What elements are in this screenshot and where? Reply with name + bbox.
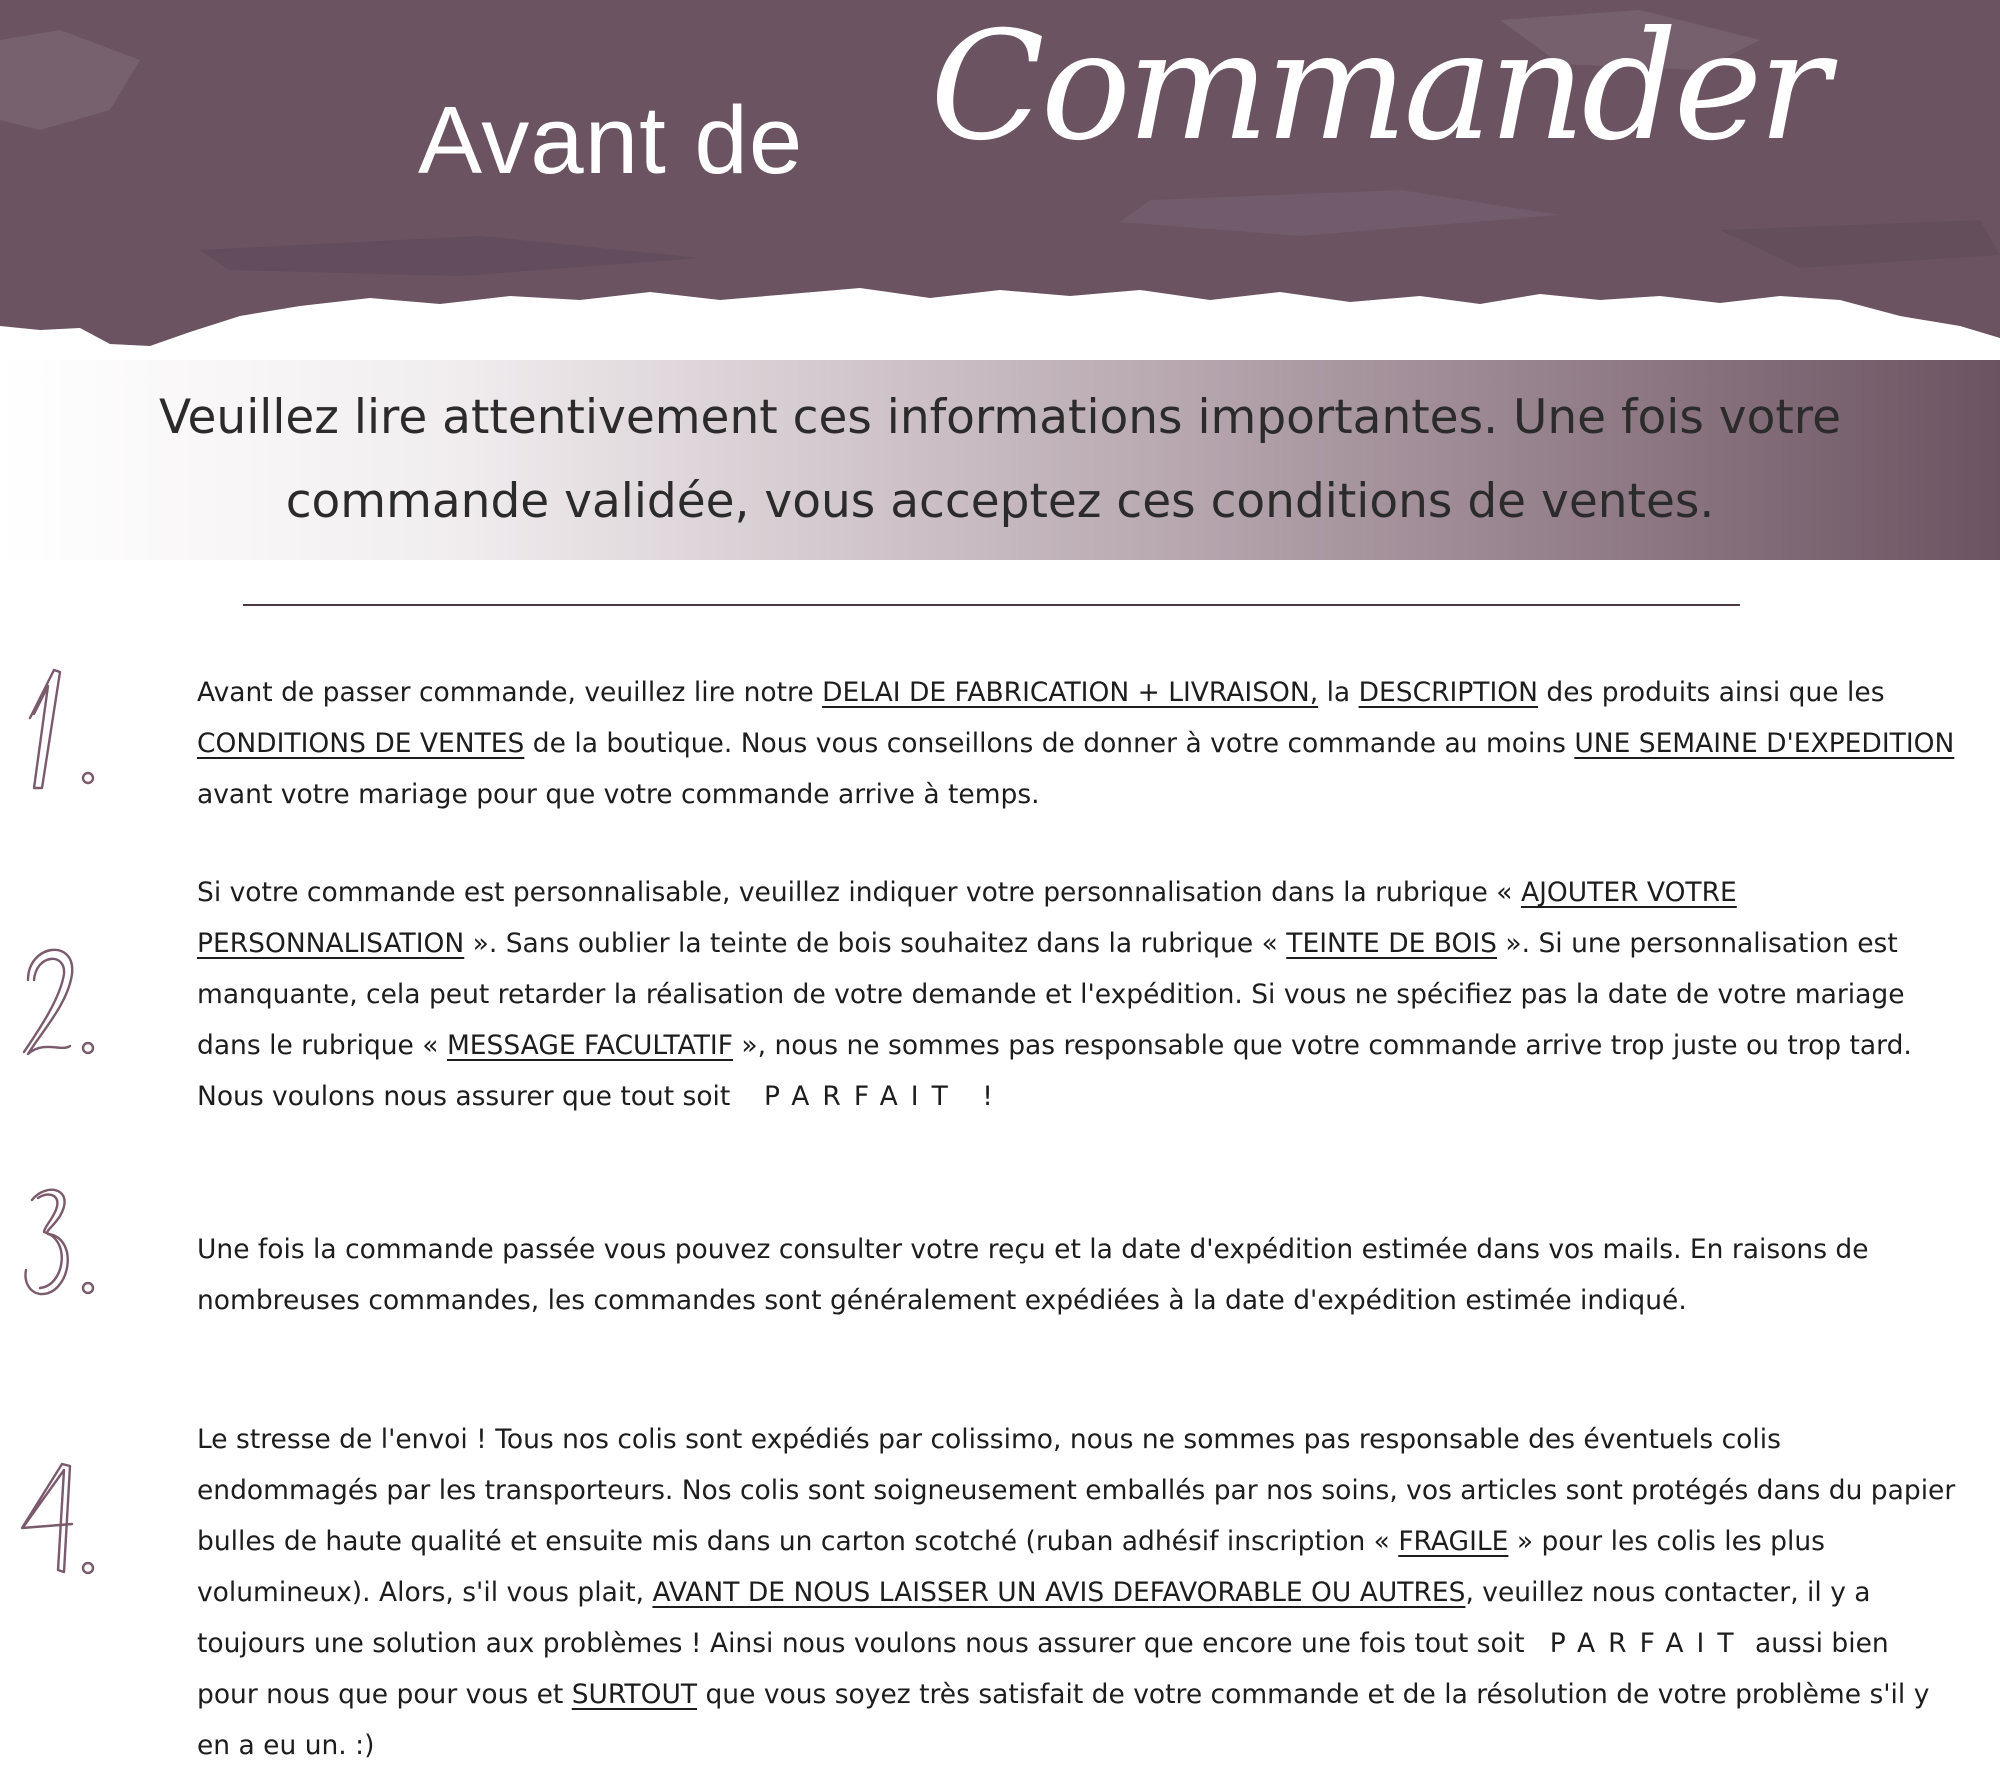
link-fragile[interactable]: FRAGILE [1398,1526,1509,1557]
text-span: , veuillez nous contacter, il y a toujours une solution aux problèmes ! Ainsi nous voulons nous assurer que encore une fois tout soit [197,1577,1871,1659]
link-ajouter-personnalisation[interactable]: AJOUTER VOTRE PERSONNALISATION [197,877,1737,959]
intro-text [20,376,1980,544]
section-number-3 [14,1176,134,1346]
parfait-emphasis: PARFAIT [1549,1628,1747,1659]
parfait-emphasis: PARFAIT ! [764,1081,1006,1112]
text-span: avant votre mariage pour que votre commande arrive à temps. [197,779,1040,810]
intro-band [0,360,2000,560]
header-banner [0,0,2000,360]
text-span: la [1318,677,1359,708]
link-teinte-bois[interactable]: TEINTE DE BOIS [1286,928,1497,959]
section-1-text [197,667,1957,820]
section-3-text [197,1224,1957,1326]
text-span: » pour les colis les plus volumineux). Alors, s'il vous plait, [197,1526,1825,1608]
text-span: Avant de passer commande, veuillez lire notre [197,677,823,708]
link-conditions-ventes[interactable]: CONDITIONS DE VENTES [197,728,525,759]
link-surtout[interactable]: SURTOUT [571,1679,698,1710]
section-4-text [197,1414,1957,1771]
link-avant-avis[interactable]: AVANT DE NOUS LAISSER UN AVIS DEFAVORABLE OU AUTRES [652,1577,1466,1608]
text-span: Le stresse de l'envoi ! Tous nos colis sont expédiés par colissimo, nous ne sommes pas responsable des éventuels colis endommagés par les transporteurs. Nos colis sont soigneusement emballés par nos soins, vos articles sont protégés dans du papier bulles de haute qualité et ensuite mis dans un carton scotché (ruban adhésif inscription « [197,1424,1956,1557]
intro-line1: Veuillez lire attentivement ces informations importantes. Une fois votre [159,390,1841,445]
text-span: Si votre commande est personnalisable, veuillez indiquer votre personnalisation dans la rubrique « [197,877,1521,908]
intro-line2: commande validée, vous acceptez ces conditions de ventes. [285,474,1715,529]
link-delai-fabrication[interactable]: DELAI DE FABRICATION + LIVRAISON, [822,677,1319,708]
text-span: Une fois la commande passée vous pouvez consulter votre reçu et la date d'expédition estimée dans vos mails. En raisons de nombreuses commandes, les commandes sont généralement expédiées à la date d'expédition estimée indiqué. [197,1234,1869,1316]
link-semaine-expedition[interactable]: UNE SEMAINE D'EXPEDITION [1574,728,1955,759]
page-title-part1: Avant de [418,87,804,194]
text-span: ». Sans oublier la teinte de bois souhaitez dans la rubrique « [464,928,1287,959]
text-span: des produits ainsi que les [1537,677,1885,708]
text-span: », nous ne sommes pas responsable que votre commande arrive trop juste ou trop tard. [732,1030,1912,1061]
divider [243,604,1740,606]
text-span: Nous voulons nous assurer que tout soit [197,1081,739,1112]
section-number-2 [14,930,134,1100]
link-message-facultatif[interactable]: MESSAGE FACULTATIF [446,1030,733,1061]
link-description[interactable]: DESCRIPTION [1358,677,1538,708]
section-2-text [197,867,1957,1122]
text-span: que vous soyez très satisfait de votre commande et de la résolution de votre problème s'il y en a eu un. :) [197,1679,1930,1761]
section-number-1 [14,660,134,830]
text-span: ». Si une personnalisation est manquante, cela peut retarder la réalisation de votre demande et l'expédition. Si vous ne spécifiez pas la date de votre mariage dans le rubrique « [197,928,1905,1061]
text-span: aussi bien pour nous que pour vous et [197,1628,1889,1710]
page-title-part2: Commander [930,0,1827,174]
text-span: de la boutique. Nous vous conseillons de donner à votre commande au moins [524,728,1575,759]
section-number-4 [14,1446,134,1616]
